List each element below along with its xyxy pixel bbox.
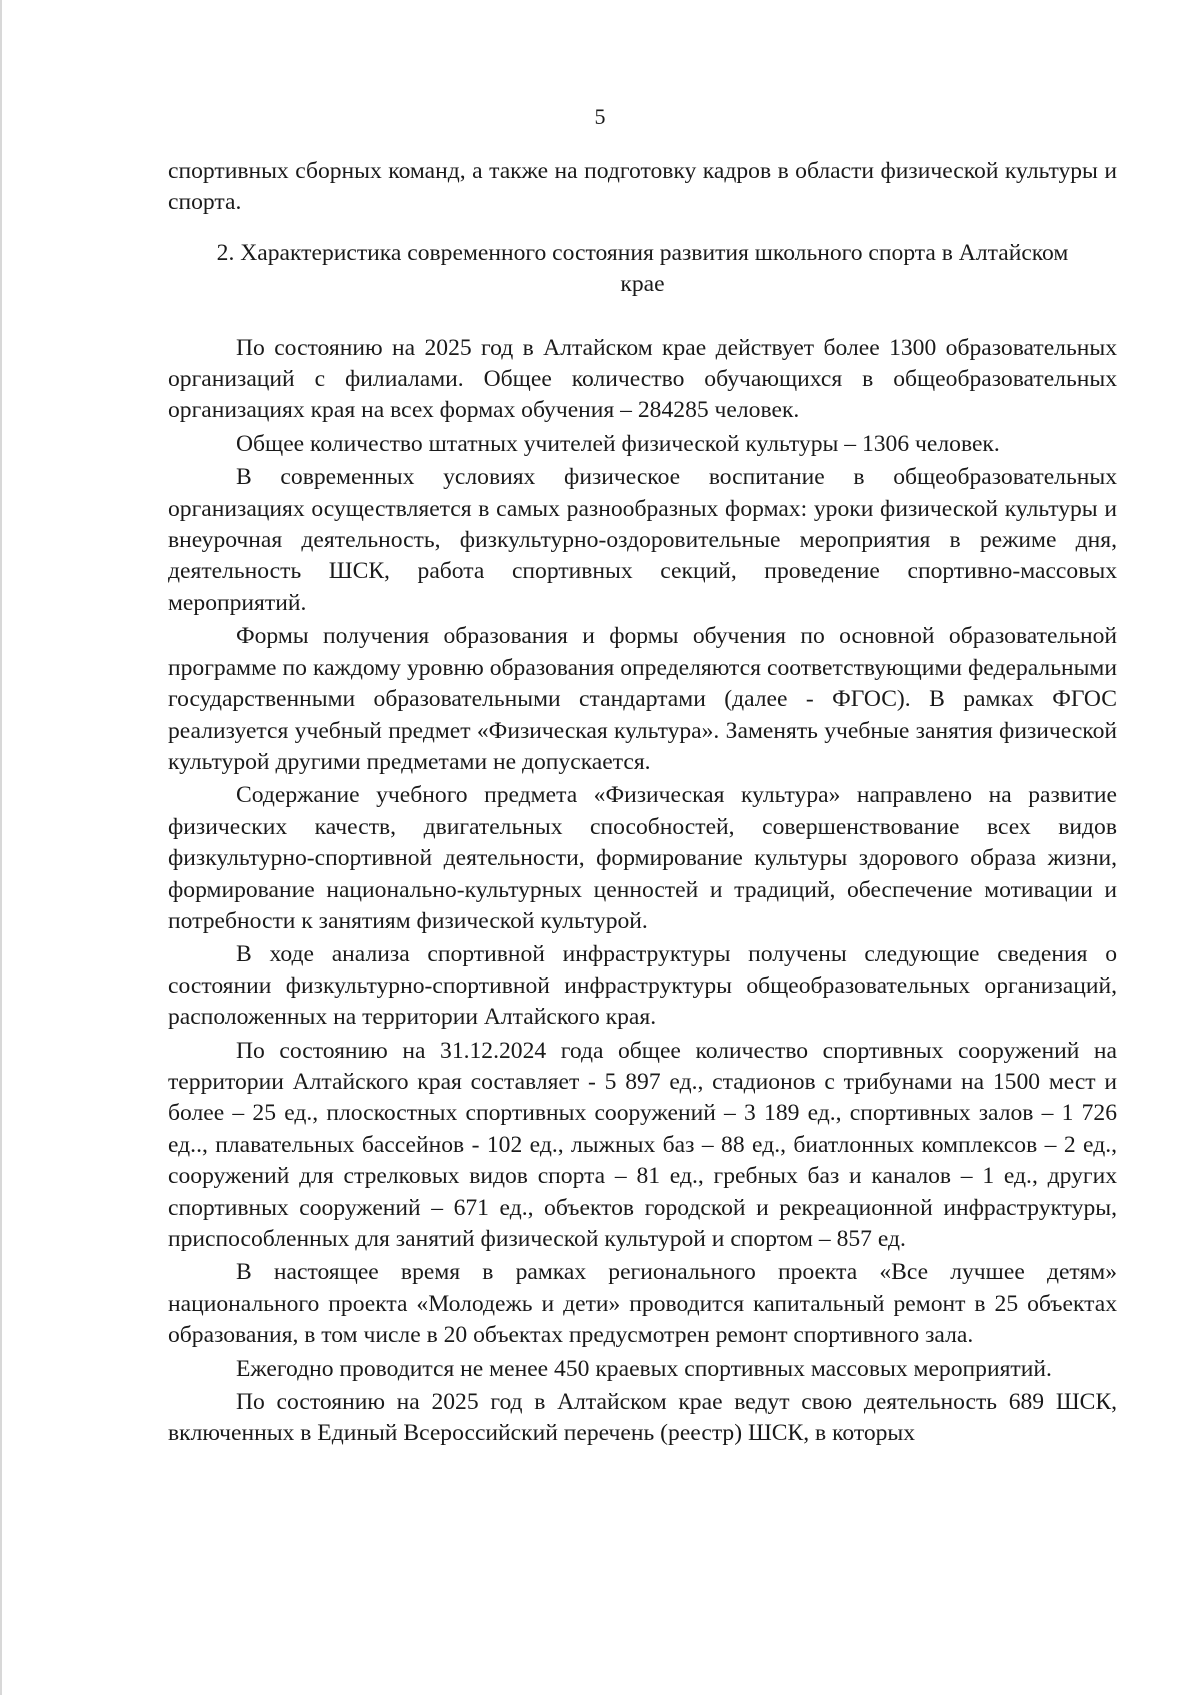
paragraph-organizations: По состоянию на 2025 год в Алтайском крае действует более 1300 образовательных организаций с филиалами. Общее количество обучающихся в общеобразовательных организациях края на всех формах обучения – 284285 человек. — [168, 334, 1117, 424]
paragraph-fgos: Формы получения образования и формы обучения по основной образовательной программе по каждому уровню образования определяются соответствующими федеральными государственными образовательными стандартами (далее - ФГОС). В рамках ФГОС реализуется учебный предмет «Физическая культура». Заменять учебные занятия физической культурой другими предметами не допускается. — [168, 623, 1117, 775]
paragraph-renovation: В настоящее время в рамках регионального проекта «Все лучшее детям» национального проекта «Молодежь и дети» проводится капитальный ремонт в 25 объектах образования, в том числе в 20 объектах предусмотрен ремонт спортивного зала. — [168, 1259, 1117, 1349]
paragraph-teachers: Общее количество штатных учителей физической культуры – 1306 человек. — [236, 430, 1000, 457]
paragraph-subject-content: Содержание учебного предмета «Физическая культура» направлено на развитие физических качеств, двигательных способностей, совершенствование всех видов физкультурно-спортивной деятельности, формирование культуры здорового образа жизни, формирование национально-культурных ценностей и традиций, обеспечение мотивации и потребности к занятиям физической культурой. — [168, 782, 1117, 934]
section-heading: 2. Характеристика современного состояния развития школьного спорта в Алтайском крае — [216, 239, 1069, 298]
paragraph-events: Ежегодно проводится не менее 450 краевых спортивных массовых мероприятий. — [236, 1355, 1052, 1382]
page-edge — [0, 0, 2, 1695]
page-number: 5 — [594, 104, 606, 129]
paragraph-infrastructure-analysis: В ходе анализа спортивной инфраструктуры получены следующие сведения о состоянии физкультурно-спортивной инфраструктуры общеобразовательных организаций, расположенных на территории Алтайского края. — [168, 941, 1117, 1031]
paragraph-continuation: спортивных сборных команд, а также на подготовку кадров в области физической культуры и спорта. — [168, 158, 1117, 216]
paragraph-sports-facilities: По состоянию на 31.12.2024 года общее количество спортивных сооружений на территории Алтайского края составляет - 5 897 ед., стадионов с трибунами на 1500 мест и более – 25 ед., плоскостных спортивных сооружений – 3 189 ед., спортивных залов – 1 726 ед.., плавательных бассейнов - 102 ед., лыжных баз – 88 ед., биатлонных комплексов – 2 ед., сооружений для стрелковых видов спорта – 81 ед., гребных баз и каналов – 1 ед., других спортивных сооружений – 671 ед., объектов городской и рекреационной инфраструктуры, приспособленных для занятий физической культурой и спортом – 857 ед. — [168, 1037, 1117, 1252]
paragraph-school-clubs: По состоянию на 2025 год в Алтайском крае ведут свою деятельность 689 ШСК, включенных в Единый Всероссийский перечень (реестр) ШСК, в которых — [168, 1389, 1117, 1447]
paragraph-forms-of-education: В современных условиях физическое воспитание в общеобразовательных организациях осуществляется в самых разнообразных формах: уроки физической культуры и внеурочная деятельность, физкультурно-оздоровительные мероприятия в режиме дня, деятельность ШСК, работа спортивных секций, проведение спортивно-массовых мероприятий. — [168, 464, 1117, 616]
document-body — [168, 156, 1117, 1450]
